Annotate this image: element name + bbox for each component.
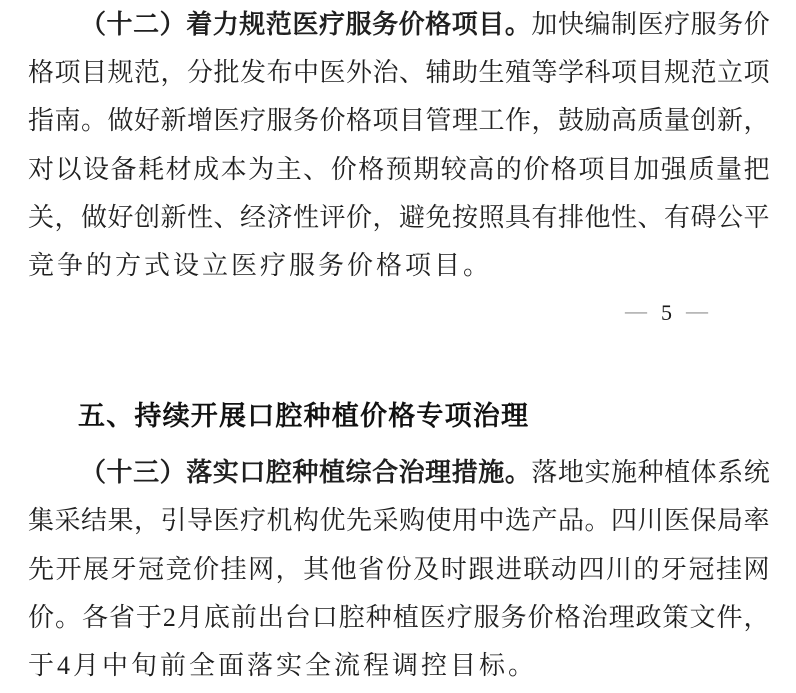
text-line bbox=[28, 449, 770, 497]
paragraph-12 bbox=[28, 1, 770, 290]
text-line: 对以设备耗材成本为主、价格预期较高的价格项目加强质量把 bbox=[28, 154, 770, 184]
page-number-dash-right: — bbox=[686, 298, 708, 324]
section-5-heading: 五、持续开展口腔种植价格专项治理 bbox=[78, 401, 530, 432]
page-number-dash-left: — bbox=[625, 298, 647, 324]
text-line: 于4月中旬前全面落实全流程调控目标。 bbox=[28, 651, 538, 681]
page-number-value: 5 bbox=[661, 300, 672, 326]
text-line: 价。各省于2月底前出台口腔种植医疗服务价格治理政策文件， bbox=[28, 602, 770, 632]
paragraph-12-lead: （十二）着力规范医疗服务价格项目。 bbox=[80, 10, 532, 39]
paragraph-13 bbox=[28, 449, 770, 690]
text-line bbox=[28, 1, 770, 49]
paragraph-13-lead: （十三）落实口腔种植综合治理措施。 bbox=[80, 458, 532, 488]
text-line: 指南。做好新增医疗服务价格项目管理工作，鼓励高质量创新， bbox=[28, 106, 770, 136]
text-line: 关，做好创新性、经济性评价，避免按照具有排他性、有碍公平 bbox=[28, 202, 770, 232]
text-line: 竞争的方式设立医疗服务价格项目。 bbox=[28, 251, 493, 281]
text-line: 集采结果，引导医疗机构优先采购使用中选产品。四川医保局率 bbox=[28, 506, 770, 536]
paragraph-13-first-line-rest: 落地实施种植体系统 bbox=[531, 458, 770, 488]
page-number bbox=[28, 293, 770, 333]
text-line: 先开展牙冠竞价挂网，其他省份及时跟进联动四川的牙冠挂网 bbox=[28, 554, 770, 584]
text-line: 格项目规范，分批发布中医外治、辅助生殖等学科项目规范立项 bbox=[28, 58, 770, 88]
paragraph-12-first-line-rest: 加快编制医疗服务价 bbox=[531, 10, 770, 39]
